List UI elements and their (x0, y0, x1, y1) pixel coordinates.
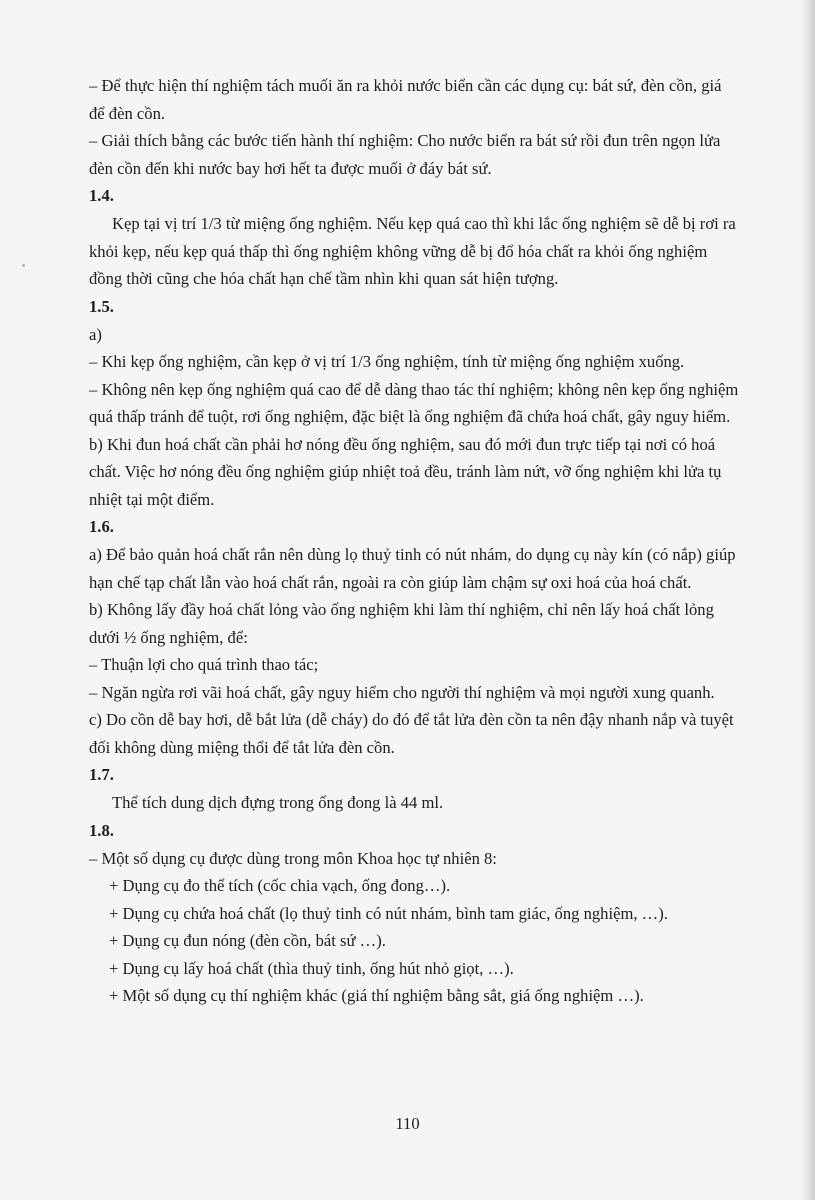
text-line: – Không nên kẹp ống nghiệm quá cao để dễ dàng thao tác thí nghiệm; không nên kẹp ống nghiệm (89, 379, 739, 399)
text-line: dưới ½ ống nghiệm, để: (89, 627, 248, 647)
text-line: + Một số dụng cụ thí nghiệm khác (giá thí nghiệm bằng sắt, giá ống nghiệm …). (109, 986, 644, 1005)
section-heading: 1.7. (89, 765, 114, 784)
page-number: 110 (395, 1114, 420, 1133)
text-line: a) (89, 324, 102, 344)
text-line: – Khi kẹp ống nghiệm, cần kẹp ở vị trí 1/3 ống nghiệm, tính từ miệng ống nghiệm xuống. (89, 352, 685, 371)
section-heading: 1.6. (89, 517, 114, 536)
text-line: b) Khi đun hoá chất cần phải hơ nóng đều ống nghiệm, sau đó mới đun trực tiếp tại nơi có hoá (89, 434, 716, 454)
text-line: c) Do cồn dễ bay hơi, dễ bắt lửa (dễ cháy) do đó để tắt lửa đèn cồn ta nên đậy nhanh nắp và tuyệt (89, 710, 734, 729)
text-line: Thể tích dung dịch đựng trong ống đong là 44 ml. (112, 793, 444, 812)
text-line: quá thấp tránh để tuột, rơi ống nghiệm, đặc biệt là ống nghiệm đã chứa hoá chất, gây nguy hiểm. (89, 407, 731, 426)
text-line: để đèn cồn. (89, 103, 166, 123)
section-heading: 1.5. (89, 296, 114, 316)
text-line: a) Để bảo quản hoá chất rắn nên dùng lọ thuỷ tinh có nút nhám, do dụng cụ này kín (có nắp) giúp (89, 545, 736, 564)
text-line: + Dụng cụ chứa hoá chất (lọ thuỷ tinh có nút nhám, bình tam giác, ống nghiệm, …). (109, 903, 668, 923)
text-line: Kẹp tại vị trí 1/3 từ miệng ống nghiệm. Nếu kẹp quá cao thì khi lắc ống nghiệm sẽ dễ bị rơi ra (112, 214, 736, 233)
text-line: – Để thực hiện thí nghiệm tách muối ăn ra khỏi nước biển cần các dụng cụ: bát sứ, đèn cồn, giá (89, 76, 722, 95)
text-line: chất. Việc hơ nóng đều ống nghiệm giúp nhiệt toả đều, tránh làm nứt, vỡ ống nghiệm khi lửa tụ (89, 462, 722, 481)
section-heading: 1.4. (89, 186, 114, 205)
text-line: đồng thời cũng che hóa chất hạn chế tầm nhìn khi quan sát hiện tượng. (89, 269, 559, 288)
text-line: – Ngăn ngừa rơi vãi hoá chất, gây nguy hiểm cho người thí nghiệm và mọi người xung quanh. (89, 682, 715, 702)
text-line: + Dụng cụ đo thể tích (cốc chia vạch, ống đong…). (109, 876, 451, 895)
text-line: nhiệt tại một điểm. (89, 489, 215, 509)
text-line: khỏi kẹp, nếu kẹp quá thấp thì ống nghiệm không vững dễ bị đổ hóa chất ra khỏi ống nghiệm (89, 241, 708, 261)
text-line: đối không dùng miệng thổi để tắt lửa đèn cồn. (89, 737, 395, 757)
text-line: – Thuận lợi cho quá trình thao tác; (89, 655, 319, 674)
text-line: + Dụng cụ đun nóng (đèn cồn, bát sứ …). (109, 931, 386, 950)
scan-speck (22, 264, 25, 267)
text-line: đèn cồn đến khi nước bay hơi hết ta được muối ở đáy bát sứ. (89, 158, 492, 178)
text-line: + Dụng cụ lấy hoá chất (thìa thuỷ tinh, ống hút nhỏ giọt, …). (109, 958, 514, 978)
text-line: – Một số dụng cụ được dùng trong môn Khoa học tự nhiên 8: (89, 848, 497, 868)
text-line: b) Không lấy đầy hoá chất lỏng vào ống nghiệm khi làm thí nghiệm, chỉ nên lấy hoá chất lỏng (89, 600, 714, 619)
text-line: hạn chế tạp chất lẫn vào hoá chất rắn, ngoài ra còn giúp làm chậm sự oxi hoá của hoá chất. (89, 572, 692, 592)
page-body (89, 72, 815, 1010)
text-line: – Giải thích bằng các bước tiến hành thí nghiệm: Cho nước biển ra bát sứ rồi đun trên ngọn lửa (89, 131, 721, 150)
section-heading: 1.8. (89, 820, 114, 840)
